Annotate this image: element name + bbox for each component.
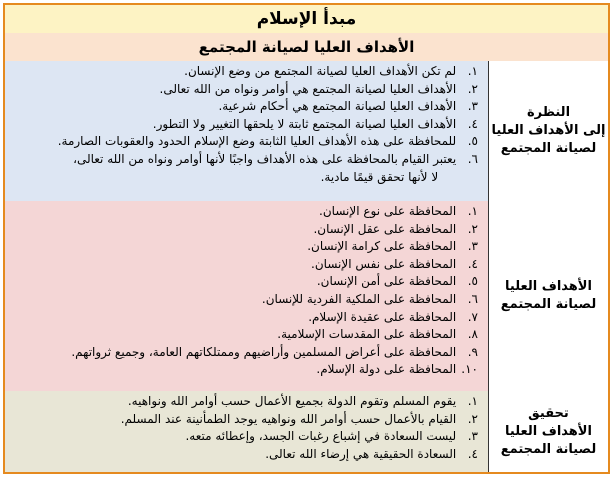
list-item-number: ٢. (467, 221, 478, 236)
list-item-number: ٤. (467, 446, 478, 461)
list-item-text: لم تكن الأهداف العليا لصيانة المجتمع من وضع الإنسان. (184, 64, 460, 78)
list-item (11, 428, 478, 446)
list-item-text: المحافظة على نوع الإنسان. (319, 204, 460, 218)
list-item-text: المحافظة على عقل الإنسان. (313, 221, 460, 236)
section-label-line: إلى الأهداف العليا (491, 123, 606, 138)
list-item (11, 81, 478, 99)
section-items (5, 391, 488, 472)
section-items (5, 201, 488, 391)
list-item-number: ٢. (467, 81, 478, 96)
section-label-line: تحقيق (528, 405, 569, 421)
list-item-text: الأهداف العليا لصيانة المجتمع ثابتة لا يلحقها التغيير ولا التطور. (152, 116, 460, 131)
list-item (11, 446, 478, 464)
section-label-line: لصيانة المجتمع (500, 441, 597, 457)
section-label (488, 61, 608, 201)
section-goals (5, 201, 608, 392)
list-item (11, 203, 478, 221)
section-label-line: الأهداف العليا (505, 423, 592, 439)
list-item-text: الأهداف العليا لصيانة المجتمع هي أحكام شرعية. (218, 99, 460, 114)
list-item-text: المحافظة على الملكية الفردية للإنسان. (261, 291, 460, 306)
document-frame (3, 3, 610, 474)
list-item-number: ٥. (467, 134, 478, 149)
list-item-number: ٦. (467, 291, 478, 306)
list-item (11, 133, 478, 151)
list-item-number: ٤. (467, 256, 478, 271)
section-label (488, 201, 608, 391)
section-label-line: النظرة (526, 105, 571, 120)
list-item-text: ليست السعادة في إشباع رغبات الجسد، وإعطائه متعه. (185, 429, 460, 444)
list-item (11, 273, 478, 291)
list-item-number: ١. (467, 64, 478, 78)
list-item (11, 411, 478, 429)
list-item-text: يعتبر القيام بالمحافظة على هذه الأهداف واجبًا لأنها أوامر ونواه من الله تعالى، (73, 151, 460, 166)
list-item (11, 309, 478, 327)
section-items (5, 61, 488, 201)
list-item (11, 98, 478, 116)
list-item-number: ١. (467, 204, 478, 218)
section-label-text (501, 405, 597, 459)
section-label-line: لصيانة المجتمع (500, 141, 597, 156)
list-item (11, 291, 478, 309)
section-view (5, 61, 608, 202)
section-label-line: الأهداف العليا (505, 279, 592, 294)
list-item-text: المحافظة على عقيدة الإسلام. (308, 309, 460, 324)
list-item-number: ٣. (467, 239, 478, 254)
list-item (11, 256, 478, 274)
list-item-text: يقوم المسلم وتقوم الدولة بجميع الأعمال حسب أوامر الله ونواهيه. (127, 394, 460, 408)
section-achievement (5, 391, 608, 472)
list-item-number: ٩. (467, 344, 478, 359)
list-item-text: للمحافظة على هذه الأهداف العليا الثابتة وضع الإسلام الحدود والعقوبات الصارمة. (57, 134, 460, 149)
list-item (11, 344, 478, 362)
section-label (488, 391, 608, 472)
list-item-text: المحافظة على نفس الإنسان. (311, 256, 460, 271)
list-item-number: ٢. (467, 411, 478, 426)
page-subtitle: الأهداف العليا لصيانة المجتمع (5, 33, 608, 62)
list-item-number: ٦. (467, 151, 478, 166)
list-item (11, 63, 478, 81)
list-item (11, 221, 478, 239)
list-item-text: المحافظة على أمن الإنسان. (316, 274, 460, 289)
list-item-text: المحافظة على كرامة الإنسان. (307, 239, 460, 254)
list-item-text: السعادة الحقيقية هي إرضاء الله تعالى. (265, 446, 460, 461)
section-label-text (501, 278, 597, 314)
list-item-number: ٧. (467, 309, 478, 324)
list-item (11, 361, 478, 379)
page-title: مبدأ الإسلام (5, 5, 608, 34)
list-item-number: ٥. (467, 274, 478, 289)
list-item-text: القيام بالأعمال حسب أوامر الله ونواهيه يوجد الطمأنينة عند المسلم. (120, 411, 460, 426)
list-item (11, 116, 478, 134)
list-item (11, 238, 478, 256)
list-item-text: لا لأنها تحقق قيمًا مادية. (320, 169, 442, 184)
list-item-number: ٣. (467, 429, 478, 444)
list-item (11, 326, 478, 344)
list-item (11, 393, 478, 411)
list-item-text: المحافظة على أعراض المسلمين وأراضيهم وممتلكاتهم العامة، وجميع ثرواتهم. (71, 344, 460, 359)
list-item-number: ١٠. (461, 362, 478, 377)
section-label-line: لصيانة المجتمع (500, 297, 597, 312)
list-item (11, 169, 478, 187)
list-item-number: ١. (467, 394, 478, 408)
list-item (11, 151, 478, 169)
list-item-text: الأهداف العليا لصيانة المجتمع هي أوامر ونواه من الله تعالى. (159, 81, 460, 96)
list-item-number: ٨. (467, 327, 478, 342)
list-item-text: المحافظة على المقدسات الإسلامية. (277, 327, 460, 342)
section-label-text (492, 104, 606, 158)
list-item-number: ٤. (467, 116, 478, 131)
list-item-number: ٣. (467, 99, 478, 114)
list-item-text: المحافظة على دولة الإسلام. (316, 362, 460, 377)
